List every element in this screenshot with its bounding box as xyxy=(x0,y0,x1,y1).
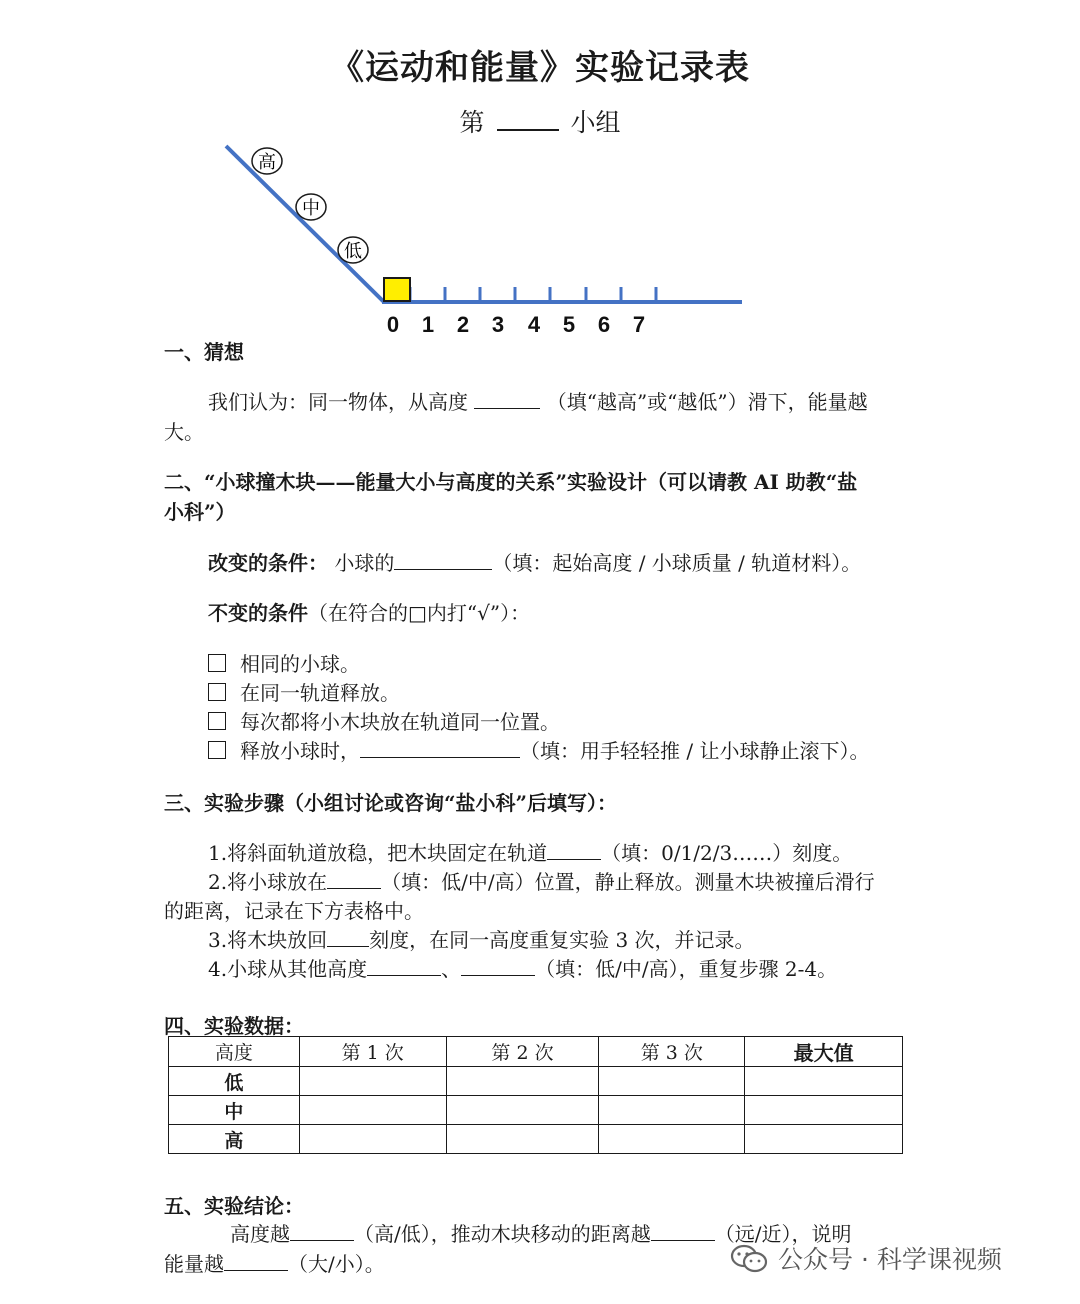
height-label-mid: 中 xyxy=(302,198,320,219)
conclusion-text: （远/近），说明 xyxy=(714,1222,852,1246)
header-trial-1: 第 1 次 xyxy=(299,1037,446,1067)
scale-label-3: 3 xyxy=(491,312,505,337)
watermark xyxy=(730,1240,1002,1276)
row-label-mid: 中 xyxy=(169,1096,300,1125)
step-1 xyxy=(208,837,852,866)
table-cell[interactable] xyxy=(299,1067,446,1096)
step3-blank[interactable] xyxy=(327,928,369,947)
step-text: 1.将斜面轨道放稳，把木块固定在轨道 xyxy=(208,841,548,865)
release-method-blank[interactable] xyxy=(360,739,520,758)
table-cell[interactable] xyxy=(299,1125,446,1154)
option-label: 在同一轨道释放。 xyxy=(240,681,400,705)
height-marker-mid xyxy=(296,194,326,220)
checkbox-2[interactable] xyxy=(208,683,226,701)
wechat-icon xyxy=(730,1244,768,1274)
wood-block xyxy=(384,278,410,301)
table-cell[interactable] xyxy=(745,1067,903,1096)
changed-condition-line xyxy=(208,547,861,576)
table-cell[interactable] xyxy=(599,1067,745,1096)
option-label: 相同的小球。 xyxy=(240,652,360,676)
step-2-cont: 的距离，记录在下方表格中。 xyxy=(164,899,424,923)
changed-condition-blank[interactable] xyxy=(394,551,492,570)
row-label-low: 低 xyxy=(169,1067,300,1096)
fixed-condition-label: 不变的条件 xyxy=(208,601,308,625)
row-label-high: 高 xyxy=(169,1125,300,1154)
option-label: 每次都将小木块放在轨道同一位置。 xyxy=(240,710,560,734)
option-hint: （填：用手轻轻推 / 让小球静止滚下）。 xyxy=(520,739,870,763)
option-label: 释放小球时， xyxy=(240,739,360,763)
conclusion-line-2 xyxy=(164,1248,385,1277)
conclusion-blank-3[interactable] xyxy=(224,1252,288,1271)
step-text: 2.将小球放在 xyxy=(208,870,328,894)
guess-blank[interactable] xyxy=(474,390,540,409)
scale-label-2: 2 xyxy=(456,312,470,337)
guess-text-b: （填“越高”或“越低”）滑下，能量越 xyxy=(546,390,868,414)
conclusion-blank-2[interactable] xyxy=(651,1222,715,1241)
section-data-heading: 四、实验数据： xyxy=(164,1014,304,1038)
fixed-option-2 xyxy=(208,677,400,706)
table-cell[interactable] xyxy=(599,1125,745,1154)
step4-blank-1[interactable] xyxy=(367,957,441,976)
fixed-condition-note: （在符合的□内打“√”）： xyxy=(308,601,531,625)
section-guess-heading: 一、猜想 xyxy=(164,340,244,364)
header-trial-2: 第 2 次 xyxy=(446,1037,599,1067)
header-max: 最大值 xyxy=(745,1037,903,1067)
step-3 xyxy=(208,924,755,953)
checkbox-1[interactable] xyxy=(208,654,226,672)
step2-blank[interactable] xyxy=(327,870,381,889)
group-suffix: 小组 xyxy=(570,108,621,137)
fixed-condition-line xyxy=(208,597,530,626)
table-cell[interactable] xyxy=(446,1067,599,1096)
table-cell[interactable] xyxy=(599,1096,745,1125)
page-title: 《运动和能量》实验记录表 xyxy=(330,48,750,88)
step-hint: （填：0/1/2/3……）刻度。 xyxy=(601,841,853,865)
table-cell[interactable] xyxy=(299,1096,446,1125)
scale-label-0: 0 xyxy=(386,312,400,337)
conclusion-text: 能量越 xyxy=(164,1252,224,1276)
step1-blank[interactable] xyxy=(547,841,601,860)
step-text: 3.将木块放回 xyxy=(208,928,328,952)
height-label-high: 高 xyxy=(258,152,276,173)
table-row xyxy=(169,1096,903,1125)
table-cell[interactable] xyxy=(745,1096,903,1125)
conclusion-blank-1[interactable] xyxy=(290,1222,354,1241)
checkbox-4[interactable] xyxy=(208,741,226,759)
scale-label-7: 7 xyxy=(632,312,646,337)
table-cell[interactable] xyxy=(446,1125,599,1154)
changed-condition-hint: （填：起始高度 / 小球质量 / 轨道材料）。 xyxy=(492,551,862,575)
scale-label-1: 1 xyxy=(421,312,435,337)
ramp-diagram xyxy=(0,0,1080,345)
ramp-slope xyxy=(226,146,384,302)
step-4 xyxy=(208,953,837,982)
table-header-row xyxy=(169,1037,903,1067)
conclusion-text: （高/低），推动木块移动的距离越 xyxy=(354,1222,651,1246)
table-row xyxy=(169,1067,903,1096)
track-ticks xyxy=(410,287,656,302)
watermark-text: 公众号 · 科学课视频 xyxy=(778,1245,1002,1274)
guess-text-a: 我们认为：同一物体，从高度 xyxy=(208,390,468,414)
step-2 xyxy=(208,866,875,895)
table-cell[interactable] xyxy=(446,1096,599,1125)
step-hint: （填：低/中/高），重复步骤 2-4。 xyxy=(535,957,838,981)
table-row xyxy=(169,1125,903,1154)
step4-blank-2[interactable] xyxy=(461,957,535,976)
table-cell[interactable] xyxy=(745,1125,903,1154)
changed-condition-label: 改变的条件： xyxy=(208,551,328,575)
guess-line-1 xyxy=(208,386,868,415)
fixed-option-4 xyxy=(208,735,869,764)
section-design-heading-cont: 小科”） xyxy=(164,500,236,524)
header-height: 高度 xyxy=(169,1037,300,1067)
section-design-heading: 二、“小球撞木块——能量大小与高度的关系”实验设计（可以请教 AI 助教“盐 xyxy=(164,470,858,494)
step-hint: （填：低/中/高）位置，静止释放。测量木块被撞后滑行 xyxy=(381,870,875,894)
conclusion-text: 高度越 xyxy=(230,1222,290,1246)
scale-label-4: 4 xyxy=(527,312,541,337)
section-steps-heading: 三、实验步骤（小组讨论或咨询“盐小科”后填写）： xyxy=(164,791,618,815)
section-conclusion-heading: 五、实验结论： xyxy=(164,1194,304,1218)
scale-label-5: 5 xyxy=(562,312,576,337)
step-text: 4.小球从其他高度 xyxy=(208,957,368,981)
height-label-low: 低 xyxy=(344,241,362,262)
changed-condition-text: 小球的 xyxy=(334,551,395,575)
data-table xyxy=(168,1036,903,1154)
fixed-option-1 xyxy=(208,648,360,677)
step-hint: 刻度，在同一高度重复实验 3 次，并记录。 xyxy=(369,928,755,952)
step-sep: 、 xyxy=(441,957,462,981)
guess-line-2: 大。 xyxy=(164,420,204,444)
fixed-option-3 xyxy=(208,706,560,735)
checkbox-3[interactable] xyxy=(208,712,226,730)
height-marker-low xyxy=(338,237,368,263)
scale-label-6: 6 xyxy=(597,312,611,337)
header-trial-3: 第 3 次 xyxy=(599,1037,745,1067)
conclusion-text: （大/小）。 xyxy=(288,1252,385,1276)
group-prefix: 第 xyxy=(459,108,485,137)
height-marker-high xyxy=(252,148,282,174)
